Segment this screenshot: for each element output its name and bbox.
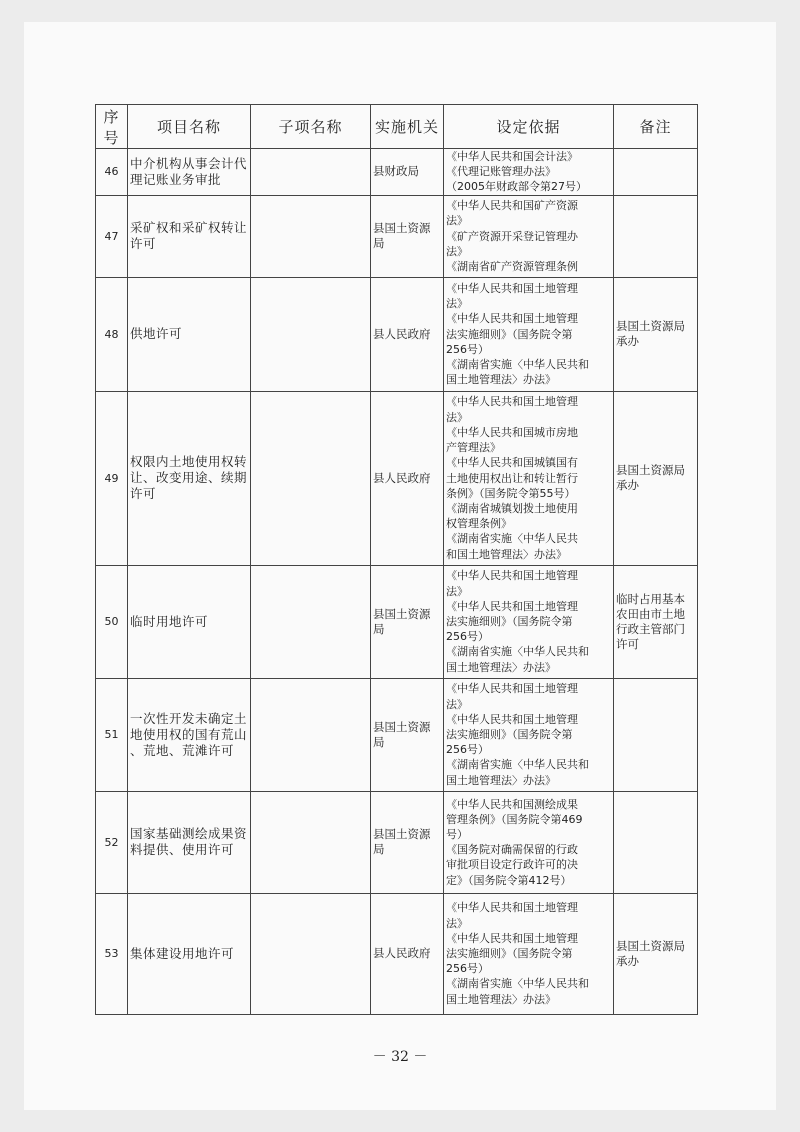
legal-basis-line: 法》 — [446, 697, 468, 711]
implementing-agency-line: 县财政局 — [373, 164, 419, 179]
remark-line: 承办 — [616, 334, 639, 349]
legal-basis-line: 《中华人民共和国土地管理 — [446, 931, 578, 945]
implementing-agency — [371, 565, 444, 678]
table-row — [96, 893, 698, 1014]
item-name-line: 许可 — [130, 236, 157, 252]
sub-item-name — [251, 277, 371, 391]
item-name-line: 一次性开发未确定土 — [130, 710, 248, 726]
row-number: 46 — [96, 149, 128, 196]
legal-basis-line: 定》（国务院令第412号） — [446, 873, 572, 887]
legal-basis-line: 《中华人民共和国土地管理 — [446, 682, 578, 696]
table-header-row — [96, 105, 698, 149]
remark-line: 农田由市土地 — [616, 606, 685, 621]
implementing-agency — [371, 678, 444, 791]
remark-line: 许可 — [616, 636, 639, 651]
legal-basis-line: 256号） — [446, 962, 489, 976]
legal-basis-line: 《中华人民共和国城镇国有 — [446, 456, 578, 470]
table-row — [96, 195, 698, 277]
sub-item-name — [251, 195, 371, 277]
table-row — [96, 277, 698, 391]
legal-basis-line: 《湖南省实施〈中华人民共和 — [446, 645, 589, 659]
row-number: 50 — [96, 565, 128, 678]
legal-basis-line: 《湖南省实施〈中华人民共和 — [446, 357, 589, 371]
implementing-agency-line: 局 — [373, 842, 385, 857]
header-basis: 设定依据 — [444, 105, 614, 149]
implementing-agency-line: 县人民政府 — [373, 326, 431, 341]
remark — [614, 149, 698, 196]
implementing-agency — [371, 791, 444, 893]
implementing-agency-line: 局 — [373, 734, 385, 749]
implementing-agency — [371, 391, 444, 565]
legal-basis-line: 256号） — [446, 342, 489, 356]
legal-basis-line: 国土地管理法〉办法》 — [446, 660, 556, 674]
legal-basis-line: 土地使用权出让和转让暂行 — [446, 471, 578, 485]
row-number: 49 — [96, 391, 128, 565]
remark-line: 行政主管部门 — [616, 621, 685, 636]
legal-basis-line: 法实施细则》（国务院令第 — [446, 947, 573, 960]
implementing-agency-line: 县人民政府 — [373, 470, 431, 485]
item-name-line: 许可 — [130, 486, 157, 502]
legal-basis-line: 《湖南省实施〈中华人民共 — [446, 532, 578, 546]
item-name-line: 采矿权和采矿权转让 — [130, 220, 248, 236]
legal-basis-line: 国土地管理法〉办法》 — [446, 373, 556, 387]
item-name-line: 中介机构从事会计代 — [130, 155, 248, 171]
remark — [614, 277, 698, 391]
legal-basis-line: 《中华人民共和国土地管理 — [446, 712, 578, 726]
implementing-agency — [371, 277, 444, 391]
item-name — [128, 893, 251, 1014]
sub-item-name — [251, 893, 371, 1014]
legal-basis-line: 《中华人民共和国城市房地 — [446, 425, 578, 439]
legal-basis — [444, 565, 614, 678]
implementing-agency — [371, 893, 444, 1014]
remark — [614, 678, 698, 791]
legal-basis-line: 法实施细则》（国务院令第 — [446, 327, 573, 341]
row-number: 48 — [96, 277, 128, 391]
legal-basis-line: 法》 — [446, 244, 468, 258]
legal-basis-line: 法》 — [446, 916, 468, 930]
implementing-agency — [371, 195, 444, 277]
row-number: 47 — [96, 195, 128, 277]
legal-basis-line: 《中华人民共和国会计法》 — [446, 150, 578, 163]
item-name — [128, 277, 251, 391]
legal-basis-line: 条例》（国务院令第55号） — [446, 486, 576, 500]
item-name-line: 集体建设用地许可 — [130, 945, 235, 961]
item-name — [128, 565, 251, 678]
item-name-line: 权限内土地使用权转 — [130, 454, 248, 470]
legal-basis-line: 256号） — [446, 743, 489, 757]
legal-basis-line: 《中华人民共和国土地管理 — [446, 395, 578, 409]
permit-table — [95, 104, 698, 1015]
legal-basis-line: 《中华人民共和国土地管理 — [446, 312, 578, 326]
implementing-agency-line: 县国土资源 — [373, 606, 431, 621]
legal-basis-line: 权管理条例》 — [446, 517, 512, 531]
remark-line: 承办 — [616, 478, 639, 493]
legal-basis — [444, 791, 614, 893]
item-name — [128, 149, 251, 196]
row-number: 52 — [96, 791, 128, 893]
sub-item-name — [251, 791, 371, 893]
legal-basis-line: 《湖南省矿产资源管理条例 — [446, 259, 578, 273]
remark — [614, 791, 698, 893]
implementing-agency-line: 县国土资源 — [373, 221, 431, 236]
item-name-line: 让、改变用途、续期 — [130, 470, 248, 486]
item-name — [128, 791, 251, 893]
legal-basis-line: 管理条例》（国务院令第469 — [446, 812, 583, 826]
legal-basis-line: 法实施细则》（国务院令第 — [446, 728, 573, 741]
item-name — [128, 195, 251, 277]
sub-item-name — [251, 565, 371, 678]
legal-basis-line: 《代理记账管理办法》 — [446, 165, 556, 179]
item-name-line: 国家基础测绘成果资 — [130, 826, 248, 842]
legal-basis-line: 《中华人民共和国土地管理 — [446, 281, 578, 295]
legal-basis-line: 和国土地管理法〉办法》 — [446, 547, 567, 561]
remark-line: 县国土资源局 — [616, 319, 685, 334]
remark — [614, 893, 698, 1014]
remark-line: 承办 — [616, 953, 639, 968]
header-remark: 备注 — [614, 105, 698, 149]
legal-basis-line: 《中华人民共和国测绘成果 — [446, 797, 578, 811]
legal-basis-line: 法实施细则》（国务院令第 — [446, 615, 573, 628]
item-name-line: 供地许可 — [130, 326, 183, 342]
legal-basis-line: 《中华人民共和国土地管理 — [446, 901, 578, 915]
legal-basis-line: 审批项目设定行政许可的决 — [446, 858, 578, 872]
implementing-agency-line: 局 — [373, 621, 385, 636]
table-row — [96, 791, 698, 893]
legal-basis-line: 《中华人民共和国土地管理 — [446, 599, 578, 613]
remark — [614, 565, 698, 678]
table-row — [96, 391, 698, 565]
page-number: － 32 － — [372, 1049, 428, 1065]
table-row — [96, 678, 698, 791]
implementing-agency-line: 县国土资源 — [373, 827, 431, 842]
legal-basis-line: 《国务院对确需保留的行政 — [446, 843, 578, 857]
legal-basis — [444, 277, 614, 391]
item-name-line: 理记账业务审批 — [130, 171, 222, 187]
remark-line: 临时占用基本 — [616, 591, 685, 606]
legal-basis-line: 《湖南省城镇划拨土地使用 — [446, 501, 578, 515]
legal-basis-line: 《中华人民共和国矿产资源 — [446, 199, 578, 213]
row-number: 53 — [96, 893, 128, 1014]
legal-basis — [444, 893, 614, 1014]
sub-item-name — [251, 391, 371, 565]
legal-basis-line: 号） — [446, 827, 468, 841]
legal-basis-line: 《湖南省实施〈中华人民共和 — [446, 758, 589, 772]
implementing-agency-line: 局 — [373, 236, 385, 251]
implementing-agency — [371, 149, 444, 196]
legal-basis-line: 《中华人民共和国土地管理 — [446, 569, 578, 583]
legal-basis-line: 国土地管理法〉办法》 — [446, 992, 556, 1006]
sub-item-name — [251, 678, 371, 791]
legal-basis — [444, 678, 614, 791]
legal-basis-line: 《矿产资源开采登记管理办 — [446, 229, 578, 243]
legal-basis-line: 法》 — [446, 410, 468, 424]
legal-basis-line: 产管理法》 — [446, 441, 501, 455]
legal-basis — [444, 195, 614, 277]
legal-basis-line: 国土地管理法〉办法》 — [446, 773, 556, 787]
header-sub-item: 子项名称 — [251, 105, 371, 149]
remark — [614, 195, 698, 277]
legal-basis-line: 《湖南省实施〈中华人民共和 — [446, 977, 589, 991]
legal-basis-line: 256号） — [446, 630, 489, 644]
table-row — [96, 565, 698, 678]
legal-basis — [444, 149, 614, 196]
implementing-agency-line: 县国土资源 — [373, 719, 431, 734]
remark — [614, 391, 698, 565]
legal-basis-line: 法》 — [446, 214, 468, 228]
remark-line: 县国土资源局 — [616, 938, 685, 953]
legal-basis-line: （2005年财政部令第27号） — [446, 180, 587, 194]
header-item-name: 项目名称 — [128, 105, 251, 149]
header-seq: 序号 — [96, 105, 128, 149]
legal-basis-line: 法》 — [446, 297, 468, 311]
item-name-line: 、荒地、荒滩许可 — [130, 742, 235, 758]
implementing-agency-line: 县人民政府 — [373, 946, 431, 961]
row-number: 51 — [96, 678, 128, 791]
sub-item-name — [251, 149, 371, 196]
item-name-line: 临时用地许可 — [130, 613, 209, 629]
table-row — [96, 149, 698, 196]
item-name-line: 料提供、使用许可 — [130, 842, 235, 858]
legal-basis — [444, 391, 614, 565]
remark-line: 县国土资源局 — [616, 463, 685, 478]
item-name-line: 地使用权的国有荒山 — [130, 726, 248, 742]
item-name — [128, 391, 251, 565]
header-agency: 实施机关 — [371, 105, 444, 149]
legal-basis-line: 法》 — [446, 584, 468, 598]
item-name — [128, 678, 251, 791]
